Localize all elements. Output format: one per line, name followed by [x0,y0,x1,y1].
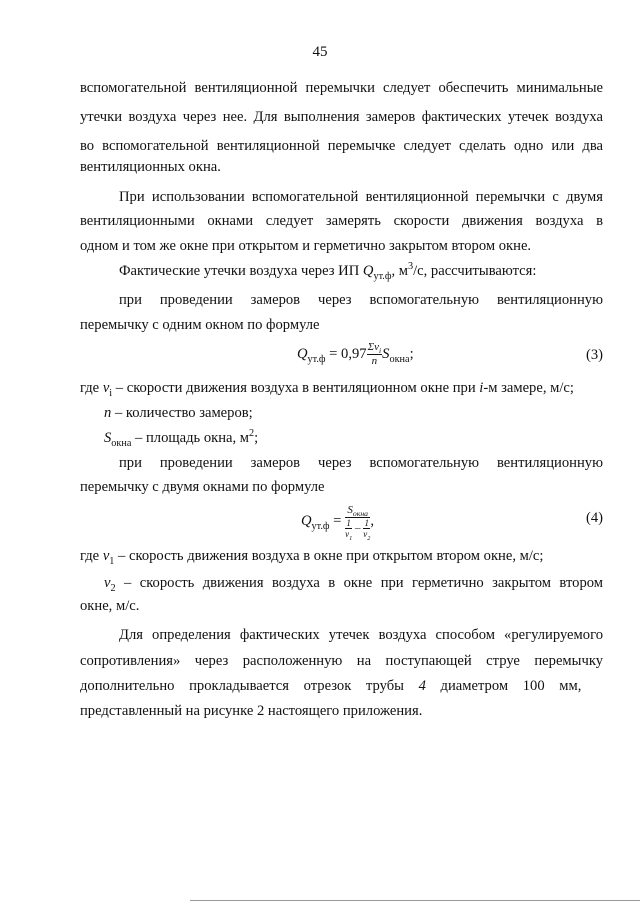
paragraph-2-line-2: вентиляционными окнами следует замерять скорости движения воздуха в [80,213,603,229]
paragraph-6-line-3-after: диаметром 100 мм, [425,678,582,694]
definition-s-symbol: S [104,430,112,446]
definition-n-text: – количество замеров; [111,405,253,421]
definition-s-superscript: 2 [249,428,255,440]
formula-3-lhs-subscript: ут.ф [307,353,326,365]
definition-n [104,403,603,423]
formula-4 [301,504,375,542]
formula-3-lhs: Q [297,345,308,362]
definition-n-symbol: n [104,405,112,421]
symbol-q: Q [362,263,374,279]
definition-v-subscript: i [109,387,113,399]
definition-v1-prefix: где [80,548,103,564]
definition-v1-symbol: v [102,548,110,564]
paragraph-5-line-2: перемычку с двумя окнами по формуле [80,479,325,495]
paragraph-5-line-1: при проведении замеров через вспомогательную вентиляционную [119,455,603,471]
definition-v2-subscript: 2 [110,582,116,594]
formula-3-area-subscript: окна [389,353,410,365]
paragraph-6-line-2: сопротивления» через расположенную на поступающей струе перемычку [80,653,603,669]
definition-v1-text: – скорость движения воздуха в окне при открытом втором окне, м/с; [114,548,544,564]
definition-v2-text: – скорость движения воздуха в окне при герметично закрытом втором [115,575,603,591]
formula-4-inner-denominator-1-subscript: 1 [349,534,353,542]
formula-4-lhs-subscript: ут.ф [311,520,330,532]
definition-v [80,378,603,398]
paragraph-2-line-1: При использовании вспомогательной вентиляционной перемычки с двумя [119,189,603,205]
formula-4-inner-denominator-2: v [363,529,368,539]
paragraph-3-suffix: /с, рассчитываются: [413,263,537,279]
pipe-number: 4 [418,678,426,694]
page-number: 45 [312,44,328,60]
formula-4-equals: = [329,512,346,529]
paragraph-2-line-3: одном и том же окне при открытом и герметично закрытом втором окне. [80,238,532,254]
formula-3-fraction [367,341,383,368]
paragraph-1-line-2: утечки воздуха через нее. Для выполнения замеров фактических утечек воздуха [80,109,603,125]
paragraph-1-line-1: вспомогательной вентиляционной перемычки следует обеспечить минимальные [80,80,603,96]
formula-4-tail: , [370,512,375,529]
formula-4-lhs: Q [301,512,312,529]
definition-s-subscript: окна [111,437,132,449]
definition-v-text-1: – скорости движения воздуха в вентиляционном окне при [112,380,480,396]
definition-v1-subscript: 1 [109,555,115,567]
definition-s-text: – площадь окна, м [131,430,250,446]
formula-4-fraction [345,504,371,542]
formula-4-numerator: S [347,504,353,516]
paragraph-6-line-3 [80,676,603,696]
paragraph-6-line-1: Для определения фактических утечек воздуха способом «регулируемого [119,627,603,643]
unit-superscript: 3 [407,261,414,273]
paragraph-4-line-1: при проведении замеров через вспомогательную вентиляционную [119,292,603,308]
definition-v-text-2: -м замере, м/с; [483,380,574,396]
definition-s [104,428,603,448]
formula-3-number: (3) [585,347,603,363]
paragraph-3 [119,261,603,281]
formula-3 [297,341,414,368]
definition-v2-continuation: окне, м/с. [80,598,140,614]
paragraph-1-line-3: во вспомогательной вентиляционной перемычке следует сделать одно или два [80,138,603,154]
formula-3-area: S [382,345,390,362]
bottom-rule [190,900,640,901]
definition-v2-symbol: v [104,575,111,591]
unit-prefix: , м [391,263,408,279]
formula-4-minus: – [354,522,361,535]
symbol-q-subscript: ут.ф [373,270,392,282]
paragraph-4-line-2: перемычку с одним окном по формуле [80,317,320,333]
formula-4-inner-numerator-1: 1 [346,518,351,528]
paragraph-3-prefix: Фактические утечки воздуха через ИП [119,263,363,279]
definition-v-prefix: где [80,380,103,396]
paragraph-6-line-3-before: дополнительно прокладывается отрезок трубы [80,678,419,694]
formula-4-inner-fraction-1 [345,518,353,542]
definition-s-end: ; [254,430,259,446]
definition-v2 [104,573,603,593]
paragraph-1-line-4: вентиляционных окна. [80,159,221,175]
definition-v1 [80,546,603,566]
paragraph-6-line-4: представленный на рисунке 2 настоящего приложения. [80,703,423,719]
formula-3-denominator: n [371,355,378,367]
formula-3-tail: ; [409,345,414,362]
formula-4-inner-denominator-2-subscript: 2 [367,534,371,542]
formula-3-numerator: Σv [367,341,380,353]
definition-v-symbol: v [102,380,110,396]
formula-4-inner-numerator-2: 1 [364,518,370,528]
definition-v-index: i [479,380,484,396]
formula-4-number: (4) [585,510,603,526]
formula-3-coefficient: = 0,97 [325,345,367,362]
formula-4-inner-denominator-1: v [345,529,350,539]
formula-3-numerator-subscript: i [379,346,382,356]
formula-4-numerator-subscript: окна [352,509,369,519]
